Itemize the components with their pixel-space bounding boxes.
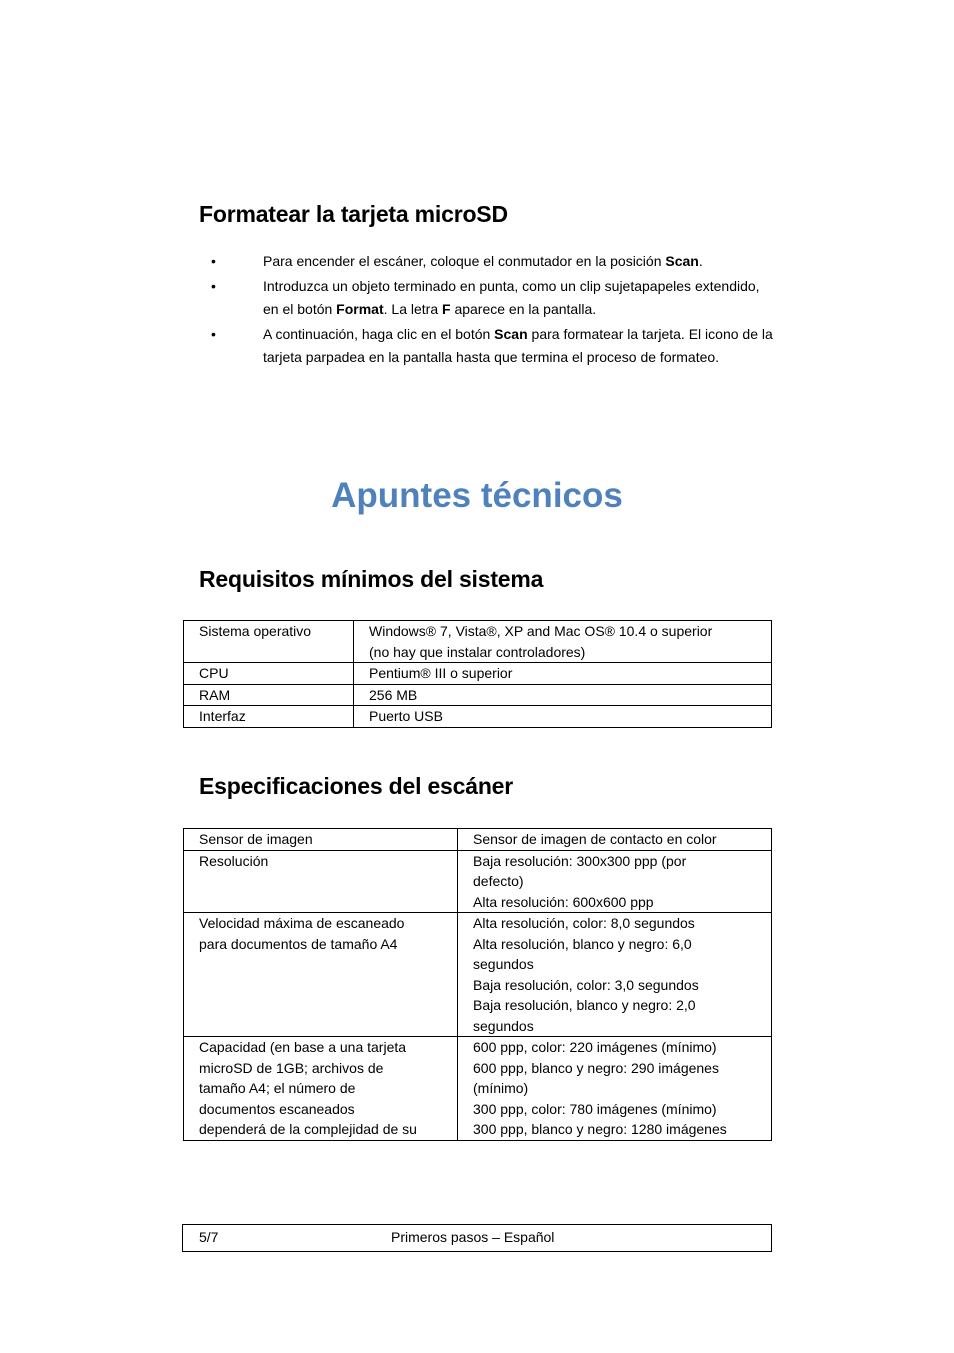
table-row [184,706,772,728]
list-item [199,323,774,370]
list-item [199,275,774,322]
cell-line: Alta resolución, color: 8,0 segundos [473,915,695,931]
table-row [184,621,772,663]
list-item-text: Introduzca un objeto terminado en punta, como un clip sujetapapeles extendido, en el botón [263,277,760,318]
cell-line: Baja resolución, color: 3,0 segundos [473,976,699,993]
cell-line: para documentos de tamaño A4 [199,935,398,952]
list-item-text: para formatear la tarjeta. El icono de la tarjeta parpadea en la pantalla hasta que termina el proceso de formateo. [263,325,773,366]
row-value [458,1037,772,1141]
cell-line: Windows® 7, Vista®, XP and Mac OS® 10.4 o superior [369,623,713,639]
table-row [184,850,772,913]
table-row [184,913,772,1037]
page-number: 5/7 [199,1229,219,1245]
row-label: Sistema operativo [184,621,354,663]
cell-line: Baja resolución: 300x300 ppp (por [473,852,687,869]
list-item-text: Para encender el escáner, coloque el conmutador en la posición [263,253,666,269]
table-row [184,663,772,685]
cell-line: Baja resolución, blanco y negro: 2,0 [473,997,696,1013]
cell-line: Capacidad (en base a una tarjeta [199,1039,407,1055]
table-row [184,1037,772,1141]
row-value [354,621,772,663]
row-value [458,850,772,913]
requirements-table [183,620,772,728]
list-item-text: A continuación, haga clic en el botón [263,325,495,342]
bold-term: Format [336,301,384,318]
row-label: RAM [184,684,354,706]
cell-line: Sensor de imagen [199,831,313,847]
cell-line: Alta resolución: 600x600 ppp [473,893,654,910]
row-label: CPU [184,663,354,685]
row-value [354,663,772,685]
section-title-requirements: Requisitos mínimos del sistema [199,566,544,592]
cell-line: Puerto USB [369,708,443,724]
cell-line: segundos [473,1017,534,1034]
specs-table [183,828,772,1141]
cell-line: defecto) [473,873,524,889]
bullet-icon: • [211,277,216,294]
bullet-icon: • [211,253,216,269]
row-label [184,829,458,851]
cell-line: Pentium® III o superior [369,665,513,681]
format-instructions-list [199,250,774,371]
row-label [184,913,458,1037]
table-row [184,829,772,851]
cell-line: 600 ppp, color: 220 imágenes (mínimo) [473,1039,717,1055]
cell-line: (no hay que instalar controladores) [369,643,586,660]
cell-line: Velocidad máxima de escaneado [199,915,405,931]
cell-line: Alta resolución, blanco y negro: 6,0 [473,935,692,952]
row-label [184,850,458,913]
row-value [458,913,772,1037]
bold-term: Scan [665,253,699,269]
footer-title: Primeros pasos – Español [391,1229,555,1245]
cell-line: Sensor de imagen de contacto en color [473,831,717,847]
row-value [354,706,772,728]
table-row [184,684,772,706]
list-item [199,250,774,274]
row-value [354,684,772,706]
cell-line: 256 MB [369,686,418,703]
row-value [458,829,772,851]
cell-line: microSD de 1GB; archivos de [199,1059,384,1076]
cell-line: tamaño A4; el número de [199,1080,356,1096]
cell-line: 300 ppp, blanco y negro: 1280 imágenes [473,1121,727,1137]
list-item-text: . [698,253,703,269]
bold-term: Scan [494,325,528,342]
list-item-text: aparece en la pantalla. [450,301,597,318]
row-label: Interfaz [184,706,354,728]
section-title-specs: Especificaciones del escáner [199,773,514,799]
cell-line: 300 ppp, color: 780 imágenes (mínimo) [473,1100,717,1117]
page-footer [182,1224,772,1252]
cell-line: dependerá de la complejidad de su [199,1121,417,1137]
cell-line: documentos escaneados [199,1100,355,1117]
cell-line: (mínimo) [473,1080,529,1096]
cell-line: Resolución [199,852,269,869]
bullet-icon: • [211,325,216,342]
section-title-format: Formatear la tarjeta microSD [199,201,508,227]
page-title: Apuntes técnicos [331,476,623,515]
list-item-text: . La letra [383,301,442,318]
row-label [184,1037,458,1141]
bold-term: F [442,301,451,318]
cell-line: 600 ppp, blanco y negro: 290 imágenes [473,1059,719,1076]
cell-line: segundos [473,956,534,972]
